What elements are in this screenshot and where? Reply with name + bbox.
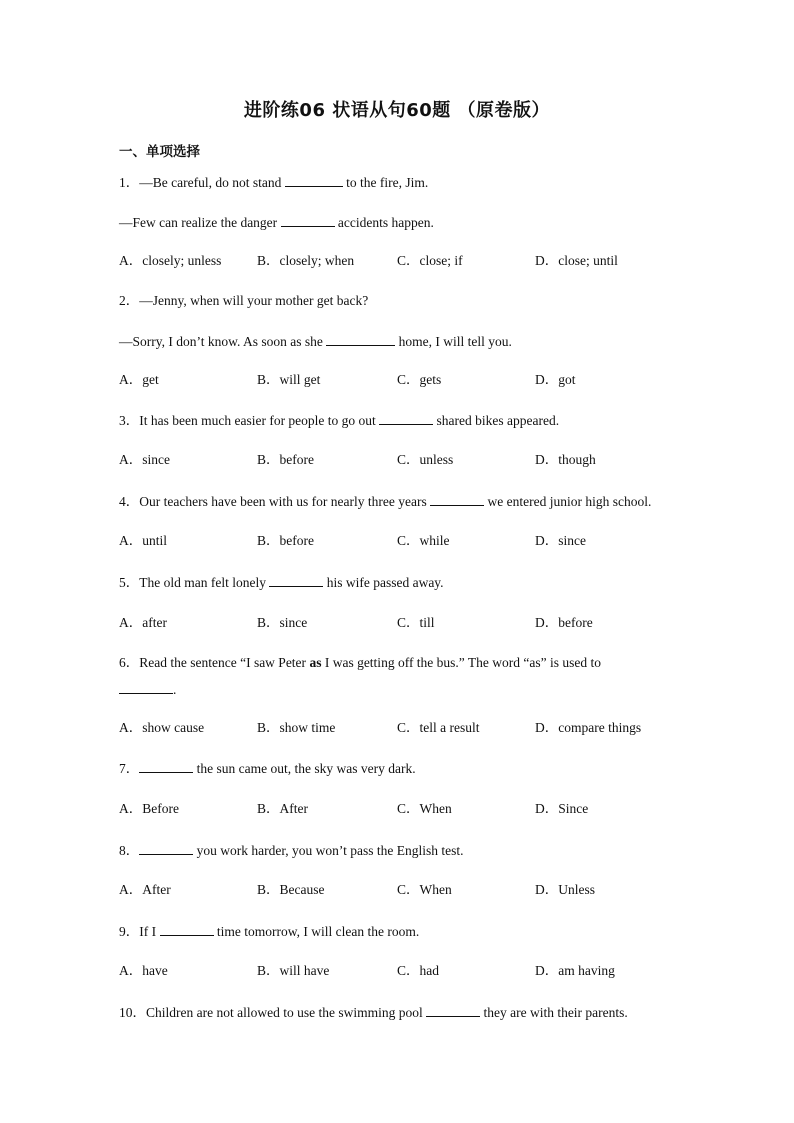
page-title: 进阶练06 状语从句60题 （原卷版）: [243, 100, 551, 121]
question-9-stem: [119, 923, 419, 940]
option-d: D．since: [535, 533, 586, 548]
option-b: B．closely; when: [257, 253, 355, 268]
question-text: —Sorry, I don’t know. As soon as she: [119, 334, 327, 349]
question-text: .: [173, 682, 177, 697]
option-a: A．after: [119, 615, 167, 630]
question-text: shared bikes appeared.: [433, 413, 560, 428]
question-text: 2．—Jenny, when will your mother get back?: [119, 293, 369, 308]
answer-blank: [281, 214, 335, 227]
option-a: A．closely; unless: [119, 253, 222, 268]
question-1-options: [119, 253, 679, 269]
option-c: C．till: [397, 615, 435, 630]
option-d: D．am having: [535, 963, 615, 978]
answer-blank: [285, 174, 343, 187]
option-b: B．will get: [257, 372, 321, 387]
question-text: 8．: [119, 843, 140, 858]
question-1-stem: [119, 174, 428, 191]
option-a: A．show cause: [119, 720, 205, 735]
answer-blank: [119, 681, 173, 694]
option-a: A．After: [119, 882, 171, 897]
question-2-stem: [119, 293, 368, 309]
option-d: D．Unless: [535, 882, 595, 897]
question-text: to the fire, Jim.: [342, 175, 429, 190]
question-text: —Few can realize the danger: [119, 215, 281, 230]
question-text: 1．—Be careful, do not stand: [119, 175, 285, 190]
option-c: C．tell a result: [397, 720, 480, 735]
question-5-stem: [119, 574, 444, 591]
option-c: C．close; if: [397, 253, 463, 268]
question-10-stem: [119, 1004, 628, 1021]
option-a: A．Before: [119, 801, 179, 816]
option-c: C．gets: [397, 372, 442, 387]
question-5-options: [119, 615, 679, 631]
option-b: B．show time: [257, 720, 336, 735]
option-a: A．until: [119, 533, 168, 548]
answer-blank: [139, 760, 193, 773]
answer-blank: [139, 842, 193, 855]
option-b: B．before: [257, 533, 314, 548]
option-d: D．close; until: [535, 253, 618, 268]
question-7-stem: [119, 760, 416, 777]
question-3-options: [119, 452, 679, 468]
question-8-options: [119, 882, 679, 898]
answer-blank: [430, 493, 484, 506]
question-7-options: [119, 801, 679, 817]
option-d: D．though: [535, 452, 596, 467]
answer-blank: [269, 574, 323, 587]
option-d: D．compare things: [535, 720, 642, 735]
option-c: C．When: [397, 882, 452, 897]
option-a: A．have: [119, 963, 168, 978]
question-text: 9．If I: [119, 924, 160, 939]
emphasized-word: as: [309, 655, 322, 670]
question-text: 6．Read the sentence “I saw Peter: [119, 655, 310, 670]
question-text: 10．Children are not allowed to use the swimming pool: [119, 1005, 427, 1020]
question-3-stem: [119, 412, 559, 429]
question-text: 3．It has been much easier for people to go out: [119, 413, 380, 428]
question-text: 4．Our teachers have been with us for nearly three years: [119, 494, 431, 509]
question-text: they are with their parents.: [480, 1005, 628, 1020]
question-6-continuation: [119, 681, 176, 698]
question-text: time tomorrow, I will clean the room.: [213, 924, 420, 939]
question-2-reply: [119, 333, 512, 350]
question-text: I was getting off the bus.” The word “as” is used to: [321, 655, 602, 670]
option-c: C．had: [397, 963, 439, 978]
option-b: B．After: [257, 801, 308, 816]
option-d: D．before: [535, 615, 593, 630]
question-text: you work harder, you won’t pass the English test.: [193, 843, 464, 858]
option-a: A．get: [119, 372, 159, 387]
question-text: 7．: [119, 761, 140, 776]
option-c: C．When: [397, 801, 452, 816]
option-c: C．while: [397, 533, 450, 548]
question-text: 5．The old man felt lonely: [119, 575, 270, 590]
question-9-options: [119, 963, 679, 979]
option-a: A．since: [119, 452, 170, 467]
question-8-stem: [119, 842, 464, 859]
question-text: home, I will tell you.: [395, 334, 512, 349]
option-b: B．will have: [257, 963, 330, 978]
question-text: accidents happen.: [334, 215, 434, 230]
question-6-stem: [119, 655, 601, 671]
question-4-stem: [119, 493, 651, 510]
answer-blank: [326, 333, 395, 346]
question-2-options: [119, 372, 679, 388]
option-c: C．unless: [397, 452, 454, 467]
question-text: the sun came out, the sky was very dark.: [193, 761, 416, 776]
section-heading: 一、单项选择: [119, 144, 200, 160]
question-text: his wife passed away.: [323, 575, 444, 590]
option-d: D．Since: [535, 801, 589, 816]
question-4-options: [119, 533, 679, 549]
answer-blank: [379, 412, 433, 425]
option-d: D．got: [535, 372, 576, 387]
question-6-options: [119, 720, 679, 736]
option-b: B．Because: [257, 882, 325, 897]
question-text: we entered junior high school.: [484, 494, 652, 509]
option-b: B．before: [257, 452, 314, 467]
option-b: B．since: [257, 615, 308, 630]
answer-blank: [426, 1004, 480, 1017]
question-1-reply: [119, 214, 434, 231]
answer-blank: [160, 923, 214, 936]
